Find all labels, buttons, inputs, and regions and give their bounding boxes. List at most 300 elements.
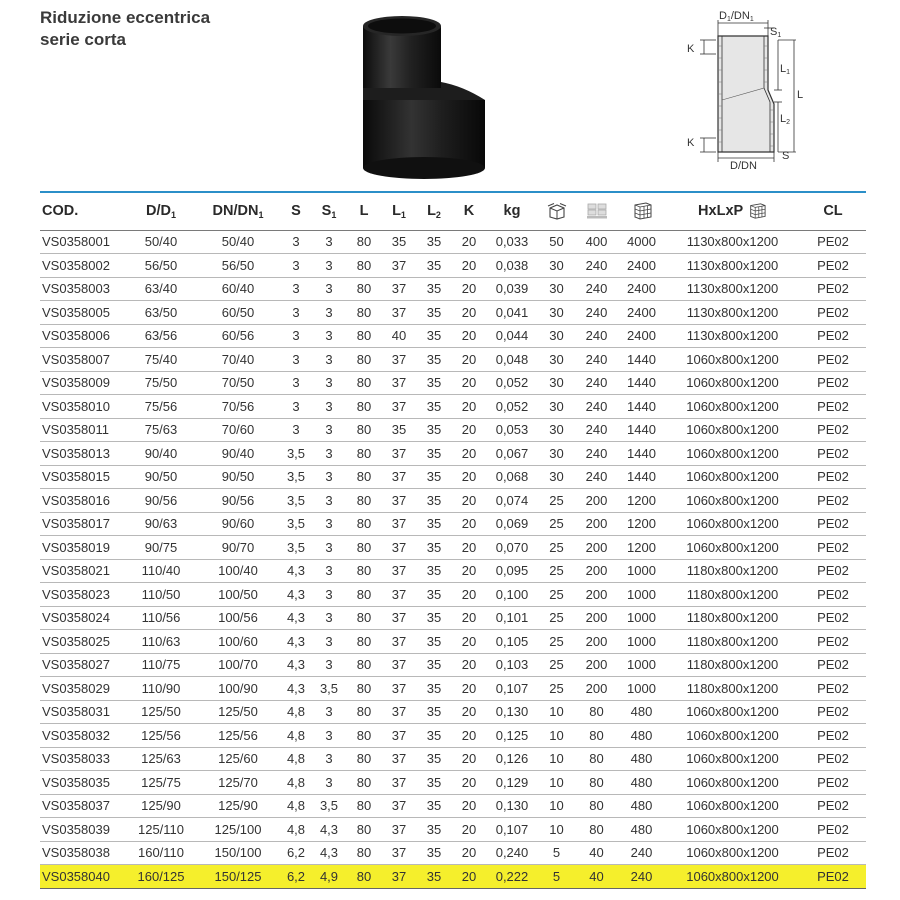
cell-kg: 0,070 (486, 536, 538, 560)
header-hxlxp: HxLxP (665, 192, 800, 230)
cell-l: 80 (346, 583, 382, 607)
cell-l: 80 (346, 348, 382, 372)
cell-l: 80 (346, 677, 382, 701)
cell-box-qty: 30 (538, 254, 575, 278)
cell-l: 80 (346, 630, 382, 654)
table-row (40, 630, 866, 654)
cell-pallet-size: 1060x800x1200 (665, 418, 800, 442)
cell-code: VS0358029 (40, 677, 126, 701)
cell-class: PE02 (800, 371, 866, 395)
cell-code: VS0358013 (40, 442, 126, 466)
cell-l2: 35 (416, 512, 452, 536)
cell-s: 4,8 (280, 818, 312, 842)
cell-l1: 35 (382, 418, 416, 442)
cell-d-d1: 63/50 (126, 301, 196, 325)
cell-s1: 3 (312, 653, 346, 677)
cell-s1: 3 (312, 724, 346, 748)
cell-class: PE02 (800, 630, 866, 654)
cell-kg: 0,130 (486, 794, 538, 818)
cell-dn-dn1: 100/60 (196, 630, 280, 654)
cell-kg: 0,240 (486, 841, 538, 865)
cell-l2: 35 (416, 747, 452, 771)
cell-l: 80 (346, 254, 382, 278)
label-d-dn: D/DN (730, 160, 757, 172)
header-k: K (452, 192, 486, 230)
cell-l: 80 (346, 277, 382, 301)
table-row (40, 254, 866, 278)
cell-code: VS0358017 (40, 512, 126, 536)
cell-class: PE02 (800, 324, 866, 348)
table-row (40, 747, 866, 771)
cell-s1: 3 (312, 371, 346, 395)
cell-layer-qty: 240 (575, 465, 618, 489)
cell-kg: 0,044 (486, 324, 538, 348)
table-row (40, 371, 866, 395)
cell-pallet-qty: 1440 (618, 371, 665, 395)
cell-l1: 37 (382, 395, 416, 419)
cell-dn-dn1: 56/50 (196, 254, 280, 278)
cell-l2: 35 (416, 277, 452, 301)
cell-box-qty: 30 (538, 301, 575, 325)
cell-layer-qty: 240 (575, 442, 618, 466)
label-l2: L2 (780, 113, 791, 126)
cell-class: PE02 (800, 653, 866, 677)
cell-s: 3 (280, 230, 312, 254)
cell-class: PE02 (800, 818, 866, 842)
cell-pallet-qty: 4000 (618, 230, 665, 254)
cell-l2: 35 (416, 301, 452, 325)
cell-class: PE02 (800, 301, 866, 325)
cell-dn-dn1: 60/56 (196, 324, 280, 348)
cell-l2: 35 (416, 348, 452, 372)
cell-k: 20 (452, 230, 486, 254)
cell-s1: 4,3 (312, 841, 346, 865)
cell-s: 4,8 (280, 771, 312, 795)
cell-dn-dn1: 150/125 (196, 865, 280, 889)
cell-code: VS0358007 (40, 348, 126, 372)
cell-l1: 37 (382, 700, 416, 724)
cell-dn-dn1: 70/60 (196, 418, 280, 442)
cell-pallet-size: 1060x800x1200 (665, 747, 800, 771)
cell-k: 20 (452, 653, 486, 677)
cell-code: VS0358010 (40, 395, 126, 419)
cell-box-qty: 25 (538, 677, 575, 701)
cell-l1: 37 (382, 512, 416, 536)
cell-l1: 37 (382, 583, 416, 607)
table-row (40, 277, 866, 301)
cell-box-qty: 25 (538, 583, 575, 607)
cell-l2: 35 (416, 771, 452, 795)
cell-l: 80 (346, 536, 382, 560)
cell-pallet-size: 1060x800x1200 (665, 865, 800, 889)
cell-l2: 35 (416, 794, 452, 818)
header-pallet (618, 192, 665, 230)
header-box (538, 192, 575, 230)
cell-layer-qty: 200 (575, 606, 618, 630)
cell-d-d1: 50/40 (126, 230, 196, 254)
cell-dn-dn1: 60/40 (196, 277, 280, 301)
cell-dn-dn1: 70/40 (196, 348, 280, 372)
cell-k: 20 (452, 865, 486, 889)
cell-code: VS0358023 (40, 583, 126, 607)
cell-l1: 37 (382, 536, 416, 560)
cell-pallet-qty: 240 (618, 865, 665, 889)
cell-kg: 0,129 (486, 771, 538, 795)
cell-s1: 3 (312, 395, 346, 419)
cell-l: 80 (346, 818, 382, 842)
table-row (40, 606, 866, 630)
cell-pallet-qty: 1200 (618, 489, 665, 513)
cell-layer-qty: 240 (575, 277, 618, 301)
cell-l1: 37 (382, 442, 416, 466)
cell-k: 20 (452, 277, 486, 301)
cell-l: 80 (346, 371, 382, 395)
cell-l1: 37 (382, 653, 416, 677)
cell-box-qty: 10 (538, 794, 575, 818)
cell-pallet-size: 1060x800x1200 (665, 771, 800, 795)
cell-layer-qty: 80 (575, 771, 618, 795)
table-row (40, 865, 866, 889)
cell-d-d1: 125/50 (126, 700, 196, 724)
cell-s: 3 (280, 324, 312, 348)
cell-kg: 0,126 (486, 747, 538, 771)
title-line-2: serie corta (40, 30, 126, 49)
cell-s1: 3 (312, 771, 346, 795)
cell-layer-qty: 80 (575, 724, 618, 748)
cell-pallet-size: 1060x800x1200 (665, 489, 800, 513)
layer-icon (586, 202, 608, 220)
cell-dn-dn1: 50/40 (196, 230, 280, 254)
cell-pallet-qty: 1200 (618, 536, 665, 560)
cell-kg: 0,107 (486, 818, 538, 842)
cell-code: VS0358040 (40, 865, 126, 889)
cell-d-d1: 75/40 (126, 348, 196, 372)
cell-pallet-qty: 480 (618, 724, 665, 748)
cell-layer-qty: 240 (575, 254, 618, 278)
cell-k: 20 (452, 324, 486, 348)
cell-l: 80 (346, 230, 382, 254)
cell-pallet-size: 1060x800x1200 (665, 371, 800, 395)
cell-kg: 0,039 (486, 277, 538, 301)
table-row (40, 442, 866, 466)
cell-s1: 3 (312, 606, 346, 630)
cell-l: 80 (346, 724, 382, 748)
cell-l2: 35 (416, 559, 452, 583)
cell-s: 4,3 (280, 606, 312, 630)
table-row (40, 324, 866, 348)
cell-l2: 35 (416, 254, 452, 278)
cell-s1: 3 (312, 630, 346, 654)
cell-d-d1: 75/63 (126, 418, 196, 442)
cell-s1: 3 (312, 324, 346, 348)
cell-layer-qty: 80 (575, 794, 618, 818)
cell-pallet-size: 1060x800x1200 (665, 841, 800, 865)
cell-l2: 35 (416, 371, 452, 395)
cell-kg: 0,038 (486, 254, 538, 278)
table-row (40, 794, 866, 818)
cell-dn-dn1: 60/50 (196, 301, 280, 325)
cell-l1: 37 (382, 254, 416, 278)
cell-pallet-qty: 1440 (618, 418, 665, 442)
cell-pallet-size: 1060x800x1200 (665, 395, 800, 419)
cell-k: 20 (452, 371, 486, 395)
cell-l2: 35 (416, 653, 452, 677)
cell-class: PE02 (800, 277, 866, 301)
cell-s1: 3 (312, 348, 346, 372)
cell-pallet-size: 1060x800x1200 (665, 442, 800, 466)
cell-dn-dn1: 125/90 (196, 794, 280, 818)
cell-layer-qty: 200 (575, 583, 618, 607)
table-row (40, 771, 866, 795)
cell-d-d1: 90/40 (126, 442, 196, 466)
cell-pallet-size: 1130x800x1200 (665, 301, 800, 325)
cell-d-d1: 160/110 (126, 841, 196, 865)
header-cl: CL (800, 192, 866, 230)
cell-d-d1: 90/63 (126, 512, 196, 536)
label-k-top: K (687, 43, 695, 55)
cell-dn-dn1: 125/70 (196, 771, 280, 795)
cell-s: 3,5 (280, 512, 312, 536)
cell-s1: 3 (312, 418, 346, 442)
cell-class: PE02 (800, 677, 866, 701)
cell-pallet-qty: 1000 (618, 559, 665, 583)
cell-code: VS0358033 (40, 747, 126, 771)
cell-s1: 3 (312, 277, 346, 301)
cell-d-d1: 125/75 (126, 771, 196, 795)
cell-d-d1: 90/75 (126, 536, 196, 560)
cell-l: 80 (346, 442, 382, 466)
cell-k: 20 (452, 700, 486, 724)
cell-l1: 37 (382, 559, 416, 583)
cell-s1: 3 (312, 583, 346, 607)
cell-dn-dn1: 125/50 (196, 700, 280, 724)
cell-pallet-qty: 2400 (618, 301, 665, 325)
cell-box-qty: 30 (538, 418, 575, 442)
title-line-1: Riduzione eccentrica (40, 8, 211, 27)
cell-l1: 37 (382, 630, 416, 654)
cell-k: 20 (452, 818, 486, 842)
cell-d-d1: 63/40 (126, 277, 196, 301)
cell-l2: 35 (416, 630, 452, 654)
cell-l1: 40 (382, 324, 416, 348)
cell-layer-qty: 240 (575, 324, 618, 348)
cell-kg: 0,041 (486, 301, 538, 325)
cell-layer-qty: 240 (575, 395, 618, 419)
cell-d-d1: 110/63 (126, 630, 196, 654)
cell-l2: 35 (416, 818, 452, 842)
cell-dn-dn1: 100/50 (196, 583, 280, 607)
cell-l2: 35 (416, 700, 452, 724)
cell-d-d1: 75/50 (126, 371, 196, 395)
cell-box-qty: 25 (538, 630, 575, 654)
table-row (40, 677, 866, 701)
cell-code: VS0358037 (40, 794, 126, 818)
cell-s: 3 (280, 277, 312, 301)
cell-layer-qty: 80 (575, 700, 618, 724)
cell-kg: 0,130 (486, 700, 538, 724)
cell-l2: 35 (416, 230, 452, 254)
cell-code: VS0358019 (40, 536, 126, 560)
cell-l: 80 (346, 771, 382, 795)
cell-d-d1: 75/56 (126, 395, 196, 419)
header-l2: $L_2$ (416, 192, 452, 230)
cell-l1: 37 (382, 677, 416, 701)
cell-l2: 35 (416, 724, 452, 748)
cell-s1: 3 (312, 442, 346, 466)
cell-l2: 35 (416, 489, 452, 513)
cell-s1: 3 (312, 700, 346, 724)
cell-kg: 0,222 (486, 865, 538, 889)
cell-class: PE02 (800, 724, 866, 748)
cell-k: 20 (452, 512, 486, 536)
cell-d-d1: 125/90 (126, 794, 196, 818)
cell-s1: 3 (312, 512, 346, 536)
label-s: S (782, 150, 790, 162)
table-row (40, 583, 866, 607)
cell-box-qty: 5 (538, 865, 575, 889)
cell-s: 4,8 (280, 794, 312, 818)
cell-class: PE02 (800, 700, 866, 724)
cell-code: VS0358039 (40, 818, 126, 842)
cell-box-qty: 50 (538, 230, 575, 254)
cell-layer-qty: 240 (575, 301, 618, 325)
cell-class: PE02 (800, 418, 866, 442)
cell-s: 3 (280, 254, 312, 278)
cell-k: 20 (452, 583, 486, 607)
cell-s: 3 (280, 418, 312, 442)
cell-code: VS0358011 (40, 418, 126, 442)
cell-box-qty: 30 (538, 348, 575, 372)
cell-box-qty: 30 (538, 395, 575, 419)
cell-s: 4,3 (280, 559, 312, 583)
cell-kg: 0,048 (486, 348, 538, 372)
cell-k: 20 (452, 489, 486, 513)
cell-pallet-size: 1060x800x1200 (665, 700, 800, 724)
cell-dn-dn1: 125/100 (196, 818, 280, 842)
cell-l2: 35 (416, 324, 452, 348)
cell-dn-dn1: 90/56 (196, 489, 280, 513)
cell-l: 80 (346, 559, 382, 583)
cell-pallet-qty: 1000 (618, 653, 665, 677)
cell-s: 4,8 (280, 700, 312, 724)
cell-pallet-qty: 480 (618, 700, 665, 724)
cell-dn-dn1: 70/50 (196, 371, 280, 395)
cell-l: 80 (346, 841, 382, 865)
cell-code: VS0358024 (40, 606, 126, 630)
cell-dn-dn1: 100/70 (196, 653, 280, 677)
cell-pallet-size: 1130x800x1200 (665, 230, 800, 254)
cell-l1: 37 (382, 301, 416, 325)
cell-k: 20 (452, 747, 486, 771)
cell-box-qty: 25 (538, 489, 575, 513)
cell-class: PE02 (800, 512, 866, 536)
header-layer (575, 192, 618, 230)
cell-k: 20 (452, 536, 486, 560)
cell-box-qty: 10 (538, 747, 575, 771)
cell-d-d1: 160/125 (126, 865, 196, 889)
cell-pallet-size: 1060x800x1200 (665, 536, 800, 560)
cell-l: 80 (346, 865, 382, 889)
cell-layer-qty: 200 (575, 559, 618, 583)
cell-code: VS0358035 (40, 771, 126, 795)
cell-l1: 37 (382, 371, 416, 395)
header-d-d1: $D/D_1$ (126, 192, 196, 230)
cell-k: 20 (452, 771, 486, 795)
product-photo (355, 12, 490, 180)
cell-code: VS0358021 (40, 559, 126, 583)
cell-class: PE02 (800, 865, 866, 889)
cell-box-qty: 30 (538, 277, 575, 301)
header-code: COD. (40, 192, 126, 230)
cell-s: 4,8 (280, 724, 312, 748)
table-row (40, 559, 866, 583)
cell-code: VS0358016 (40, 489, 126, 513)
cell-pallet-qty: 1440 (618, 465, 665, 489)
cell-s: 3 (280, 371, 312, 395)
cell-k: 20 (452, 559, 486, 583)
cell-l2: 35 (416, 865, 452, 889)
cell-class: PE02 (800, 465, 866, 489)
cell-pallet-qty: 2400 (618, 324, 665, 348)
cell-class: PE02 (800, 536, 866, 560)
header-l: L (346, 192, 382, 230)
cell-s: 3,5 (280, 489, 312, 513)
cell-l: 80 (346, 653, 382, 677)
table-row (40, 395, 866, 419)
cell-kg: 0,105 (486, 630, 538, 654)
cell-l2: 35 (416, 465, 452, 489)
cell-pallet-qty: 1200 (618, 512, 665, 536)
cell-layer-qty: 200 (575, 512, 618, 536)
cell-pallet-qty: 2400 (618, 254, 665, 278)
cell-l1: 37 (382, 794, 416, 818)
table-row (40, 418, 866, 442)
cell-pallet-size: 1060x800x1200 (665, 818, 800, 842)
table-row (40, 841, 866, 865)
cell-pallet-qty: 1440 (618, 442, 665, 466)
cell-l: 80 (346, 489, 382, 513)
cell-layer-qty: 400 (575, 230, 618, 254)
cell-layer-qty: 240 (575, 371, 618, 395)
cell-pallet-size: 1060x800x1200 (665, 348, 800, 372)
cell-dn-dn1: 100/90 (196, 677, 280, 701)
pallet-icon (631, 201, 653, 221)
table-row (40, 230, 866, 254)
cell-l1: 37 (382, 771, 416, 795)
cell-s1: 4,9 (312, 865, 346, 889)
cell-l2: 35 (416, 841, 452, 865)
cell-l2: 35 (416, 418, 452, 442)
cell-pallet-size: 1180x800x1200 (665, 630, 800, 654)
cell-class: PE02 (800, 771, 866, 795)
cell-pallet-qty: 480 (618, 818, 665, 842)
cell-box-qty: 10 (538, 700, 575, 724)
cell-class: PE02 (800, 841, 866, 865)
table-row (40, 700, 866, 724)
cell-class: PE02 (800, 395, 866, 419)
cell-l1: 37 (382, 865, 416, 889)
table-header-row (40, 192, 866, 230)
cell-l1: 35 (382, 230, 416, 254)
cell-pallet-size: 1130x800x1200 (665, 324, 800, 348)
cell-dn-dn1: 90/70 (196, 536, 280, 560)
cell-s1: 3 (312, 230, 346, 254)
table-row (40, 818, 866, 842)
header-s1: $S_1$ (312, 192, 346, 230)
cell-dn-dn1: 90/50 (196, 465, 280, 489)
table-body (40, 230, 866, 888)
cell-class: PE02 (800, 606, 866, 630)
